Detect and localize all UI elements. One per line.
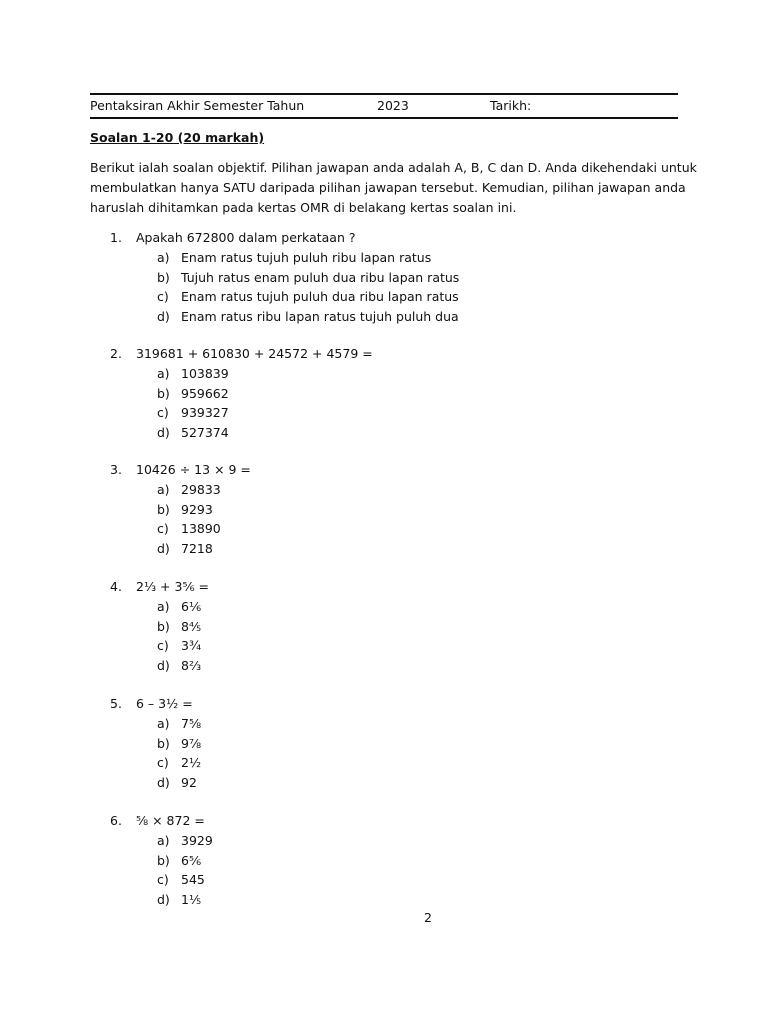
option-text: Enam ratus ribu lapan ratus tujuh puluh dua — [181, 308, 459, 324]
question-number: 2. — [110, 346, 122, 361]
question-text: 319681 + 610830 + 24572 + 4579 = — [136, 346, 373, 361]
option-text: Tujuh ratus enam puluh dua ribu lapan ratus — [181, 269, 460, 285]
option-text: 3929 — [181, 833, 213, 848]
option-b[interactable] — [110, 736, 670, 756]
option-text: 939327 — [181, 405, 229, 421]
option-letter: d) — [157, 308, 170, 324]
option-d[interactable] — [110, 541, 670, 561]
option-text: 6⅚ — [181, 852, 202, 868]
option-letter: d) — [157, 540, 170, 556]
option-d[interactable] — [110, 658, 670, 678]
option-letter: d) — [157, 424, 170, 440]
option-text: 2½ — [181, 755, 202, 771]
option-a[interactable] — [110, 366, 670, 386]
option-letter: b) — [157, 618, 170, 634]
option-text: 6⅙ — [181, 599, 202, 614]
option-d[interactable] — [110, 892, 670, 912]
option-c[interactable] — [110, 638, 670, 658]
question-text: 2⅓ + 3⅚ = — [136, 579, 210, 594]
header-title: Pentaksiran Akhir Semester Tahun — [90, 98, 305, 113]
option-b[interactable] — [110, 502, 670, 522]
option-letter: b) — [157, 269, 170, 285]
option-letter: a) — [157, 250, 170, 265]
question-2 — [110, 346, 670, 444]
page-number: 2 — [424, 910, 432, 925]
option-text: 13890 — [181, 521, 221, 537]
option-a[interactable] — [110, 482, 670, 502]
option-text: 103839 — [181, 366, 229, 381]
option-a[interactable] — [110, 250, 670, 270]
option-text: 9⅞ — [181, 735, 202, 751]
option-letter: a) — [157, 366, 170, 381]
option-text: 959662 — [181, 385, 229, 401]
question-number: 6. — [110, 813, 122, 828]
option-letter: a) — [157, 833, 170, 848]
option-text: 8⅔ — [181, 657, 202, 673]
option-letter: b) — [157, 385, 170, 401]
option-letter: b) — [157, 735, 170, 751]
option-letter: c) — [157, 289, 169, 305]
option-text: Enam ratus tujuh puluh ribu lapan ratus — [181, 250, 432, 265]
option-d[interactable] — [110, 425, 670, 445]
option-b[interactable] — [110, 270, 670, 290]
option-text: 7⅝ — [181, 716, 202, 731]
option-text: 9293 — [181, 501, 213, 517]
option-letter: c) — [157, 872, 169, 888]
option-text: 8⅘ — [181, 618, 202, 634]
option-letter: b) — [157, 852, 170, 868]
question-number: 1. — [110, 230, 122, 245]
option-text: 29833 — [181, 482, 221, 497]
option-d[interactable] — [110, 309, 670, 329]
option-d[interactable] — [110, 775, 670, 795]
option-text: Enam ratus tujuh puluh dua ribu lapan ratus — [181, 289, 459, 305]
instructions-line: haruslah dihitamkan pada kertas OMR di belakang kertas soalan ini. — [90, 200, 517, 215]
option-a[interactable] — [110, 716, 670, 736]
header-year: 2023 — [377, 98, 409, 113]
option-text: 1⅕ — [181, 891, 202, 907]
question-number: 5. — [110, 696, 122, 711]
instructions-line: Berikut ialah soalan objektif. Pilihan jawapan anda adalah A, B, C dan D. Anda dikehendaki untuk — [90, 160, 697, 175]
option-letter: a) — [157, 482, 170, 497]
question-text: ⅝ × 872 = — [136, 813, 205, 828]
option-a[interactable] — [110, 599, 670, 619]
option-letter: c) — [157, 521, 169, 537]
option-a[interactable] — [110, 833, 670, 853]
option-letter: c) — [157, 405, 169, 421]
option-c[interactable] — [110, 405, 670, 425]
option-letter: c) — [157, 755, 169, 771]
question-text: 6 – 3½ = — [136, 696, 193, 711]
option-b[interactable] — [110, 619, 670, 639]
question-6 — [110, 813, 670, 911]
header-date-label: Tarikh: — [490, 98, 532, 113]
option-text: 7218 — [181, 540, 213, 556]
option-letter: d) — [157, 774, 170, 790]
section-title: Soalan 1-20 (20 markah) — [90, 130, 265, 145]
question-text: Apakah 672800 dalam perkataan ? — [136, 230, 356, 245]
option-text: 3¾ — [181, 638, 202, 654]
option-letter: a) — [157, 716, 170, 731]
question-4 — [110, 579, 670, 677]
instructions — [90, 158, 697, 218]
question-5 — [110, 696, 670, 794]
question-3 — [110, 462, 670, 560]
option-text: 527374 — [181, 424, 229, 440]
question-number: 3. — [110, 462, 122, 477]
option-letter: a) — [157, 599, 170, 614]
option-text: 545 — [181, 872, 205, 888]
option-b[interactable] — [110, 853, 670, 873]
exam-header — [90, 93, 678, 119]
option-letter: c) — [157, 638, 169, 654]
option-c[interactable] — [110, 289, 670, 309]
option-b[interactable] — [110, 386, 670, 406]
option-text: 92 — [181, 774, 197, 790]
option-c[interactable] — [110, 521, 670, 541]
instructions-line: membulatkan hanya SATU daripada pilihan jawapan tersebut. Kemudian, pilihan jawapan anda — [90, 180, 686, 195]
question-number: 4. — [110, 579, 122, 594]
option-letter: d) — [157, 657, 170, 673]
question-text: 10426 ÷ 13 × 9 = — [136, 462, 251, 477]
option-c[interactable] — [110, 872, 670, 892]
option-c[interactable] — [110, 755, 670, 775]
option-letter: b) — [157, 501, 170, 517]
question-1 — [110, 230, 670, 328]
option-letter: d) — [157, 891, 170, 907]
